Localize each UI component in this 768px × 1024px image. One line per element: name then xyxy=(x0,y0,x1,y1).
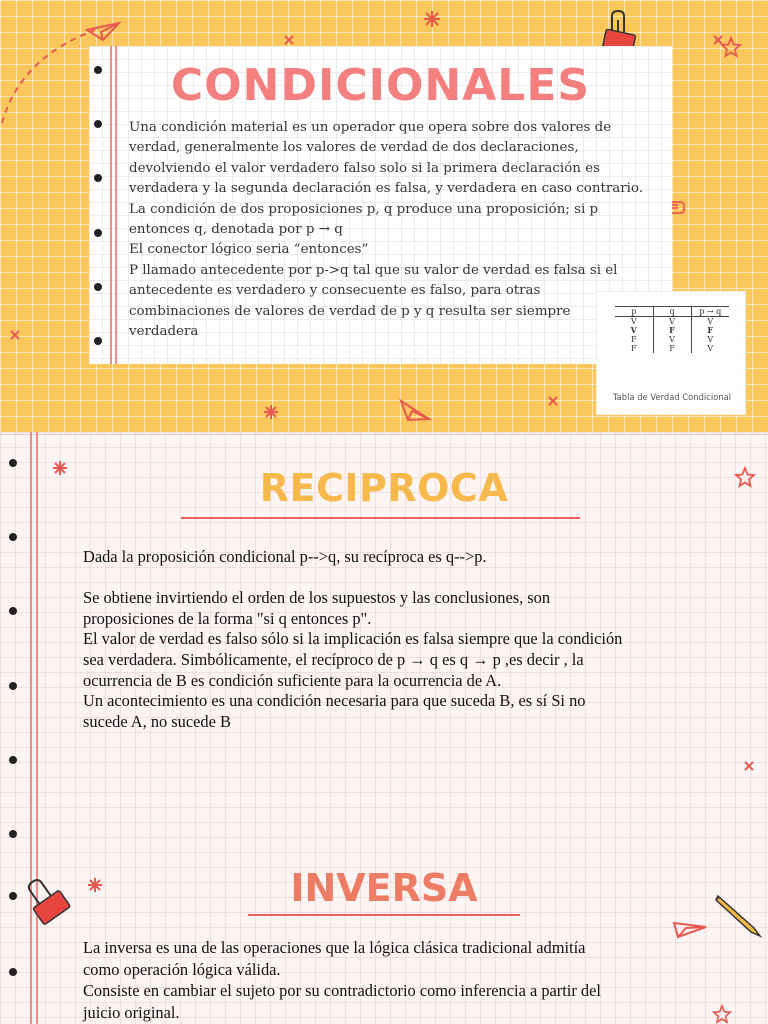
text-line: juicio original. xyxy=(83,1002,180,1022)
truth-table-cell: V xyxy=(653,335,691,344)
text-line: proposiciones de la forma "si q entonces p". xyxy=(83,608,372,628)
text-line: Un acontecimiento es una condición necesaria para que suceda B, es sí Si no xyxy=(83,691,586,711)
bullet-dot xyxy=(94,174,102,182)
text-line: P llamado antecedente por p->q tal que su valor de verdad es falsa si el xyxy=(129,262,618,278)
truth-table-cell: V xyxy=(707,344,714,353)
paper-plane-icon xyxy=(672,915,708,939)
truth-table-card xyxy=(596,291,746,415)
text-line: devolviendo el valor verdadero falso solo si la primera declaración es xyxy=(129,160,600,176)
title-underline xyxy=(248,914,520,916)
truth-table-header: p xyxy=(615,307,653,317)
text-line: combinaciones de valores de verdad de p y q resulta ser siempre xyxy=(129,303,571,319)
inversa-body xyxy=(83,937,743,1023)
section-divider xyxy=(0,434,768,435)
x-mark-icon xyxy=(9,329,21,341)
text-line: verdadera xyxy=(129,324,199,340)
truth-table xyxy=(615,306,729,353)
truth-table-cell: V xyxy=(653,317,691,327)
paper-plane-icon xyxy=(85,20,121,42)
star-icon xyxy=(720,36,742,58)
x-mark-icon xyxy=(743,760,755,772)
bullet-dot xyxy=(9,607,17,615)
bullet-dot xyxy=(94,120,102,128)
text-line: verdadera y la segunda declaración es falsa, y verdadera en caso contrario. xyxy=(129,181,643,197)
bullet-dot xyxy=(9,830,17,838)
condicionales-card xyxy=(89,46,672,364)
text-line: La condición de dos proposiciones p, q produce una proposición; si p xyxy=(129,201,599,217)
truth-table-cell: V xyxy=(615,326,653,335)
text-line: verdad, generalmente los valores de verdad de dos declaraciones, xyxy=(129,140,579,156)
condicionales-section xyxy=(0,0,768,432)
condicionales-body xyxy=(129,118,643,342)
text-line: entonces q, denotada por p → q xyxy=(129,222,343,238)
truth-table-header: q xyxy=(653,307,691,317)
truth-table-cell: V xyxy=(615,317,653,327)
truth-table-cell: F xyxy=(615,335,653,344)
text-line: La inversa es una de las operaciones que la lógica clásica tradicional admitía xyxy=(83,938,586,957)
text-line: Dada la proposición condicional p-->q, su recíproca es q-->p. xyxy=(83,547,487,566)
text-line: ocurrencia de B es condición suficiente para la ocurrencia de A. xyxy=(83,670,502,690)
bullet-dot xyxy=(9,682,17,690)
truth-table-cell: V xyxy=(707,317,714,326)
x-mark-icon xyxy=(283,34,295,46)
section-title-condicionales: CONDICIONALES xyxy=(170,60,591,111)
text-line: El valor de verdad es falso sólo si la implicación es falsa siempre que la condición xyxy=(83,629,623,649)
text-line: sucede A, no sucede B xyxy=(83,711,231,731)
truth-table-cell: F xyxy=(653,326,691,335)
bullet-dot xyxy=(9,533,17,541)
truth-table-caption: Tabla de Verdad Condicional xyxy=(612,392,732,402)
section-title-reciproca: RECIPROCA xyxy=(259,466,509,510)
x-mark-icon xyxy=(547,395,559,407)
text-line: Consiste en cambiar el sujeto por su contradictorio como inferencia a partir del xyxy=(83,981,601,1000)
text-line: antecedente es verdadero y consecuente es falso, para otras xyxy=(129,283,541,299)
text-line: El conector lógico seria “entonces” xyxy=(129,242,369,258)
sparkle-icon xyxy=(263,404,279,420)
truth-table-cell: F xyxy=(707,325,714,335)
bullet-dot xyxy=(9,968,17,976)
text-line: sea verdadera. Simbólicamente, el recíproco de p → q es q → p ,es decir , la xyxy=(83,649,584,669)
margin-line xyxy=(30,432,32,1024)
sparkle-icon xyxy=(423,10,441,28)
bullet-dot xyxy=(9,756,17,764)
paper-plane-icon xyxy=(398,398,432,424)
margin-line xyxy=(36,432,38,1024)
truth-table-cell: F xyxy=(615,344,653,353)
truth-table-cell: F xyxy=(653,344,691,353)
truth-table-cell: V xyxy=(707,335,714,344)
bullet-dot xyxy=(94,337,102,345)
truth-table-header: p → q xyxy=(691,307,729,317)
section-title-inversa: INVERSA xyxy=(290,866,478,910)
bullet-dot xyxy=(94,229,102,237)
reciproca-body xyxy=(83,547,743,732)
title-underline xyxy=(181,517,580,519)
text-line: Se obtiene invirtiendo el orden de los supuestos y las conclusiones, son xyxy=(83,588,551,608)
bullet-dot xyxy=(94,283,102,291)
text-line: Una condición material es un operador que opera sobre dos valores de xyxy=(129,120,612,135)
text-line: como operación lógica válida. xyxy=(83,959,281,979)
text-line xyxy=(83,568,743,589)
